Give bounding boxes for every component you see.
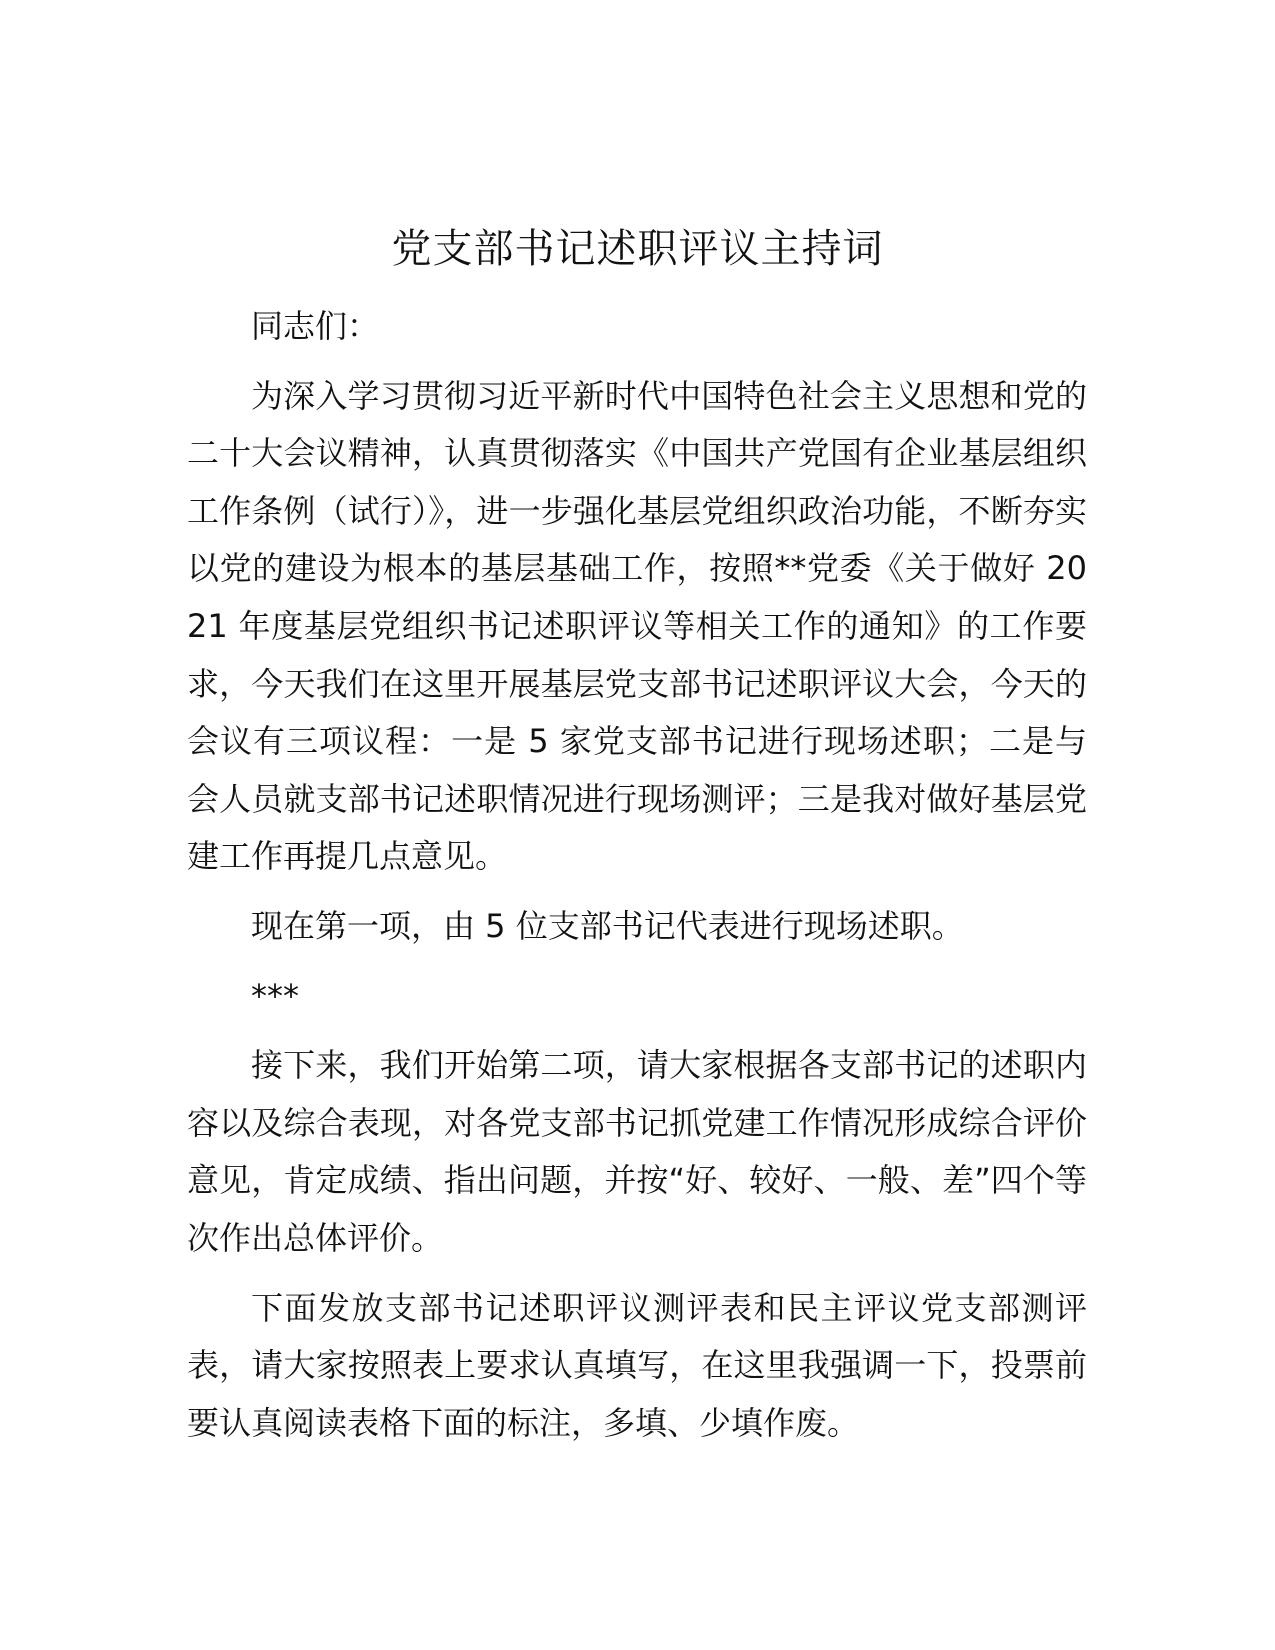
intro-paragraph: 为深入学习贯彻习近平新时代中国特色社会主义思想和党的二十大会议精神，认真贯彻落实《中国共产党国有企业基层组织工作条例（试行）》，进一步强化基层党组织政治功能，不断夯实以党的建设为根本的基层基础工作，按照**党委《关于做好 2021 年度基层党组织书记述职评议等相关工作的通知》的工作要求，今天我们在这里开展基层党支部书记述职评议大会，今天的会议有三项议程：一是 5 家党支部书记进行现场述职；二是与会人员就支部书记述职情况进行现场测评；三是我对做好基层党建工作再提几点意见。 [187, 376, 1087, 876]
placeholder-paragraph: *** [251, 976, 299, 1015]
document-body [187, 298, 1087, 1464]
agenda-item-one-paragraph: 现在第一项，由 5 位支部书记代表进行现场述职。 [251, 906, 964, 945]
document-title: 党支部书记述职评议主持词 [391, 226, 884, 272]
salutation-paragraph: 同志们： [251, 307, 380, 345]
agenda-item-two-paragraph: 接下来，我们开始第二项，请大家根据各支部书记的述职内容以及综合表现，对各党支部书记抓党建工作情况形成综合评价意见，肯定成绩、指出问题，并按“好、较好、一般、差”四个等次作出总体评价。 [187, 1046, 1087, 1257]
ballot-instruction-paragraph: 下面发放支部书记述职评议测评表和民主评议党支部测评表，请大家按照表上要求认真填写，在这里我强调一下，投票前要认真阅读表格下面的标注，多填、少填作废。 [187, 1288, 1087, 1442]
